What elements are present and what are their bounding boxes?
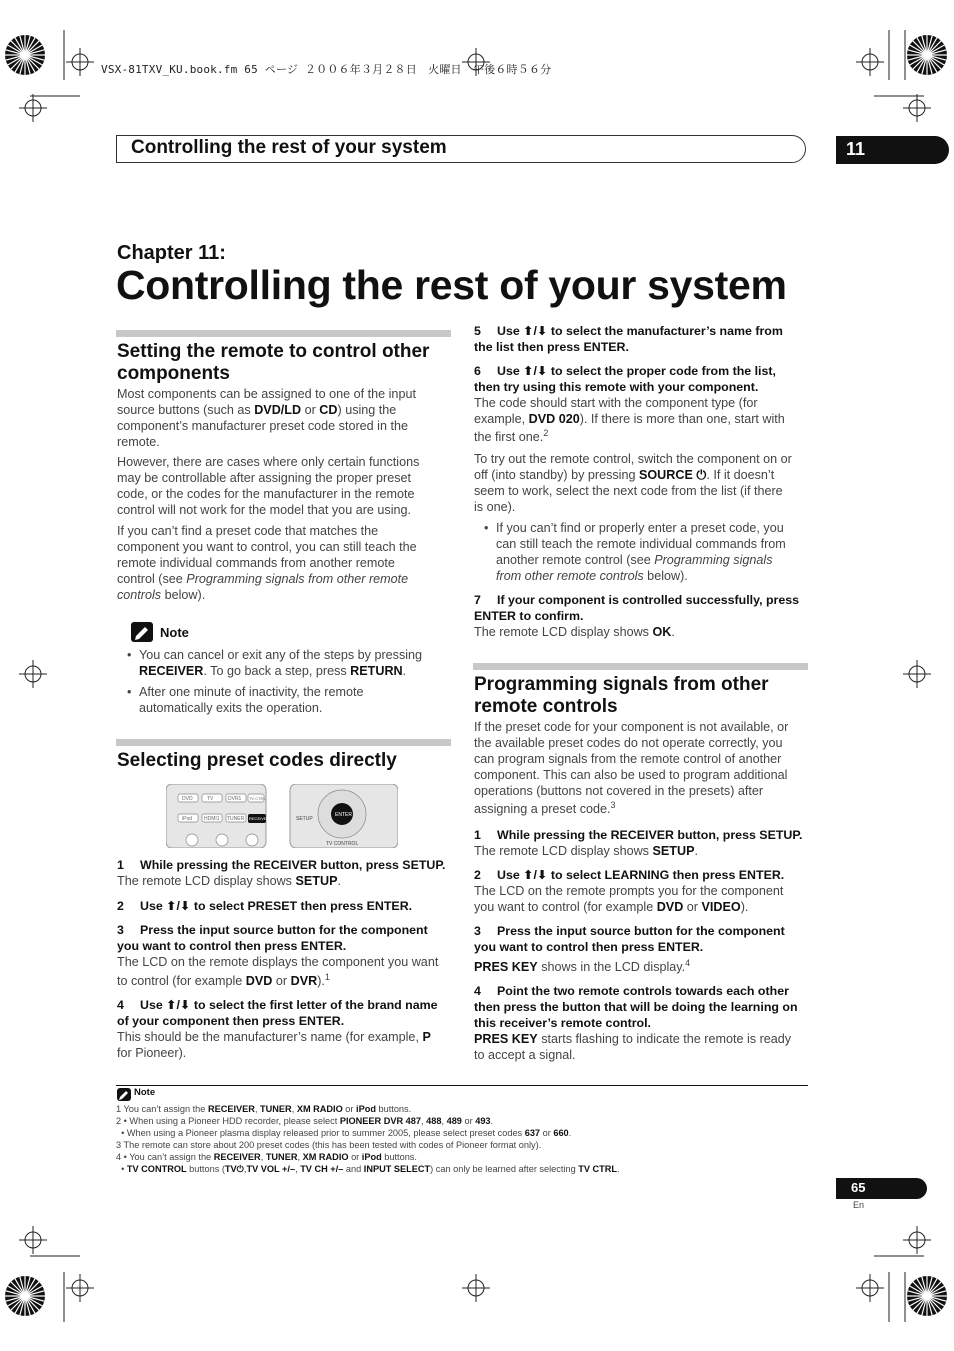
header-title: Controlling the rest of your system xyxy=(131,137,447,158)
chapter-title: Controlling the rest of your system xyxy=(116,262,787,308)
remote-label: TV CTRL xyxy=(249,796,266,801)
step-text: The remote LCD display shows OK. xyxy=(474,625,675,639)
footnote: 2 • When using a Pioneer HDD recorder, please select PIONEER DVR 487, 488, 489 or 493. xyxy=(116,1116,494,1126)
paragraph: However, there are cases where only certain functions may be controllable after assigning the proper preset code, or the codes for the manufacturer in the remote control will not work for the model that you are using. xyxy=(117,455,420,517)
page-number: 65 xyxy=(851,1180,866,1195)
step-text: PRES KEY starts flashing to indicate the remote is ready to accept a signal. xyxy=(474,1032,792,1062)
section-title-setting-remote: Setting the remote to control other components xyxy=(117,341,430,384)
section-title-programming-signals: Programming signals from other remote controls xyxy=(474,674,769,717)
footnote-label: Note xyxy=(134,1087,156,1098)
remote-label: iPod xyxy=(182,816,193,822)
section-bar xyxy=(116,330,451,337)
step-heading: 4 Use ⬆/⬇ to select the first letter of the brand name of your component then press ENTER. xyxy=(117,998,438,1028)
chapter-label: Chapter 11: xyxy=(117,242,226,264)
note-icon xyxy=(131,622,153,642)
footnote: 3 The remote can store about 200 preset codes (this has been tested with codes of Pioneer format only). xyxy=(116,1140,542,1150)
step-text: The LCD on the remote displays the component you want to control (for example DVD or DVR).$^1$ xyxy=(117,955,439,988)
note-item: • You can cancel or exit any of the steps by pressing RECEIVER. To go back a step, press RETURN. xyxy=(117,647,469,679)
step-heading: 2 Use ⬆/⬇ to select LEARNING then press ENTER. xyxy=(474,868,785,882)
note-label: Note xyxy=(160,625,189,640)
step-text: To try out the remote control, switch the component on or off (into standby) by pressing SOURCE ⏻. If it doesn’t seem to work, select the next code from the list (if there is one). xyxy=(474,452,792,514)
step-heading: 6 Use ⬆/⬇ to select the proper code from the list, then try using this remote with your component. xyxy=(474,364,776,394)
page-number-tab xyxy=(836,1178,927,1199)
remote-label: TV xyxy=(207,796,214,802)
step-text: The LCD on the remote prompts you for the component you want to control (for example DVD or VIDEO). xyxy=(474,884,784,914)
remote-label: DVD xyxy=(182,796,193,802)
paragraph: Most components can be assigned to one of the input source buttons (such as DVD/LD or CD) using the component’s manufacturer preset code stored in the remote. xyxy=(117,387,416,449)
step-text: The remote LCD display shows SETUP. xyxy=(474,844,698,858)
note-icon xyxy=(117,1088,131,1101)
footnote-rule xyxy=(116,1085,808,1086)
step-text: The code should start with the component type (for example, DVD 020). If there is more than one, start with the first one.$^2$ xyxy=(474,396,785,444)
remote-label: ENTER xyxy=(335,812,352,818)
remote-label: HDMI1 xyxy=(204,816,220,822)
section-bar xyxy=(116,739,451,746)
footnote: • TV CONTROL buttons (TV⏻,TV VOL +/–, TV CH +/– and INPUT SELECT) can only be learned after selecting TV CTRL. xyxy=(116,1164,620,1174)
remote-label: SETUP xyxy=(296,816,313,822)
chapter-tab-number: 11 xyxy=(846,139,866,159)
step-heading: 7 If your component is controlled successfully, press ENTER to confirm. xyxy=(474,593,800,623)
step-text: PRES KEY shows in the LCD display.$^4$ xyxy=(474,957,691,974)
list-item: • If you can’t find or properly enter a preset code, you can still teach the remote individual commands from another remote control (see Programming signals from other remote controls below). xyxy=(474,520,826,584)
step-heading: 5 Use ⬆/⬇ to select the manufacturer’s name from the list then press ENTER. xyxy=(474,324,783,354)
step-heading: 3 Press the input source button for the component you want to control then press ENTER. xyxy=(117,923,428,953)
page-language: En xyxy=(853,1200,865,1210)
remote-illustration xyxy=(166,784,398,848)
remote-label: RECEIVER xyxy=(249,816,270,821)
step-text: The remote LCD display shows SETUP. xyxy=(117,874,341,888)
step-heading: 3 Press the input source button for the component you want to control then press ENTER. xyxy=(474,924,785,954)
footnote: • When using a Pioneer plasma display released prior to summer 2005, please select preset codes 637 or 660. xyxy=(116,1128,572,1138)
remote-label: DVR1 xyxy=(228,796,242,802)
section-bar xyxy=(473,663,808,670)
file-info: VSX-81TXV_KU.book.fm 65 ページ ２００６年３月２８日 火曜日 午後６時５６分 xyxy=(101,63,552,76)
footnote: 1 You can’t assign the RECEIVER, TUNER, XM RADIO or iPod buttons. xyxy=(116,1104,412,1114)
footnote: 4 • You can’t assign the RECEIVER, TUNER, XM RADIO or iPod buttons. xyxy=(116,1152,417,1162)
step-heading: 1 While pressing the RECEIVER button, press SETUP. xyxy=(117,858,446,872)
step-heading: 4 Point the two remote controls towards each other then press the button that will be doing the learning on this receiver’s remote control. xyxy=(474,984,798,1030)
note-item: • After one minute of inactivity, the remote automatically exits the operation. xyxy=(117,684,469,716)
step-heading: 1 While pressing the RECEIVER button, press SETUP. xyxy=(474,828,803,842)
remote-label: TV CONTROL xyxy=(326,841,359,847)
paragraph: If you can’t find a preset code that matches the component you want to control, you can still teach the remote individual commands from another remote control (see Programming signals from other remote controls below). xyxy=(117,524,417,602)
step-heading: 2 Use ⬆/⬇ to select PRESET then press ENTER. xyxy=(117,899,413,913)
step-text: This should be the manufacturer’s name (for example, P for Pioneer). xyxy=(117,1030,431,1060)
remote-label: TUNER xyxy=(227,816,245,822)
paragraph: If the preset code for your component is not available, or the available preset codes do not operate correctly, you can program signals from the remote control of another component. This can also be used to program additional operations (buttons not covered in the presets) after assigning a preset code.$^3$ xyxy=(474,720,789,816)
section-title-selecting-preset: Selecting preset codes directly xyxy=(117,750,397,771)
